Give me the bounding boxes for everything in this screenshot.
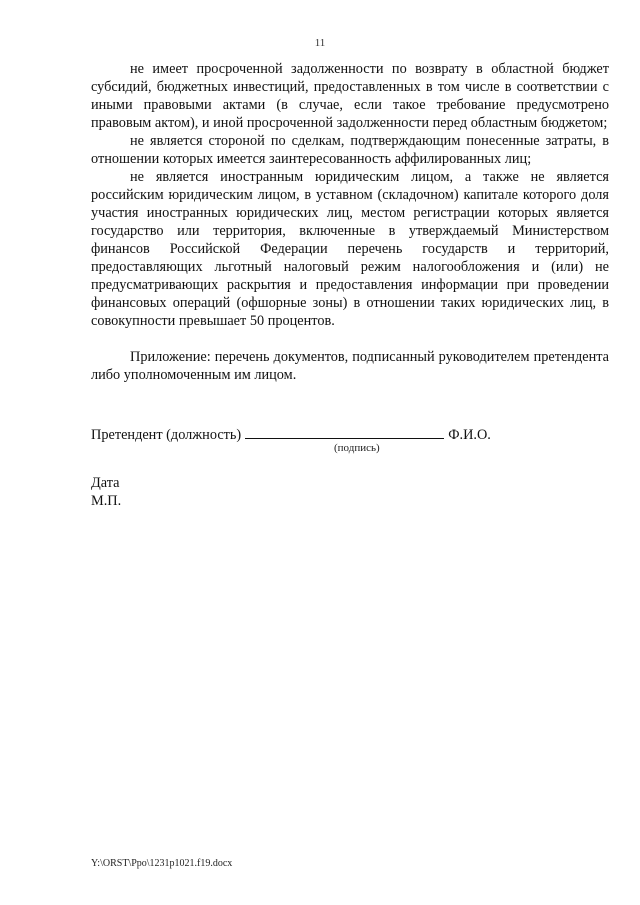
signature-line [245, 426, 444, 439]
full-name-label: Ф.И.О. [448, 427, 491, 443]
paragraph-not-foreign-entity: не является иностранным юридическим лицом, а также не является российским юридическим лицом, в уставном (складочном) капитале которого доля участия иностранных юридических лиц, местом регистрации которых является государство или территория, включенные в утверждаемый Министерством финансов Российской Федерации перечень государств и территорий, предоставляющих льготный налоговый режим налогообложения и (или) не предусматривающих раскрытия и предоставления информации при проведении финансовых операций (офшорные зоны) в отношении таких юридических лиц, в совокупности превышает 50 процентов. [91, 169, 609, 329]
stamp-label: М.П. [91, 493, 122, 509]
paragraph-no-overdue-debt: не имеет просроченной задолженности по возврату в областной бюджет субсидий, бюджетных инвестиций, предоставленных в том числе в соответствии с иными правовыми актами (в случае, если такое требование предусмотрено правовым актом), и иной просроченной задолженности перед областным бюджетом; [91, 61, 609, 131]
signature-caption: (подпись) [334, 442, 380, 454]
attachment-paragraph: Приложение: перечень документов, подписанный руководителем претендента либо уполномоченным им лицом. [91, 349, 609, 383]
paragraph-no-affiliated-deals: не является стороной по сделкам, подтверждающим понесенные затраты, в отношении которых имеется заинтересованность аффилированных лиц; [91, 133, 609, 167]
applicant-position-label: Претендент (должность) [91, 427, 242, 443]
date-label: Дата [91, 475, 120, 491]
file-path-footer: Y:\ORST\Ppo\1231p1021.f19.docx [91, 858, 233, 869]
page-number: 11 [314, 37, 326, 49]
date-stamp-block [91, 474, 121, 510]
requirements-text [91, 60, 609, 384]
